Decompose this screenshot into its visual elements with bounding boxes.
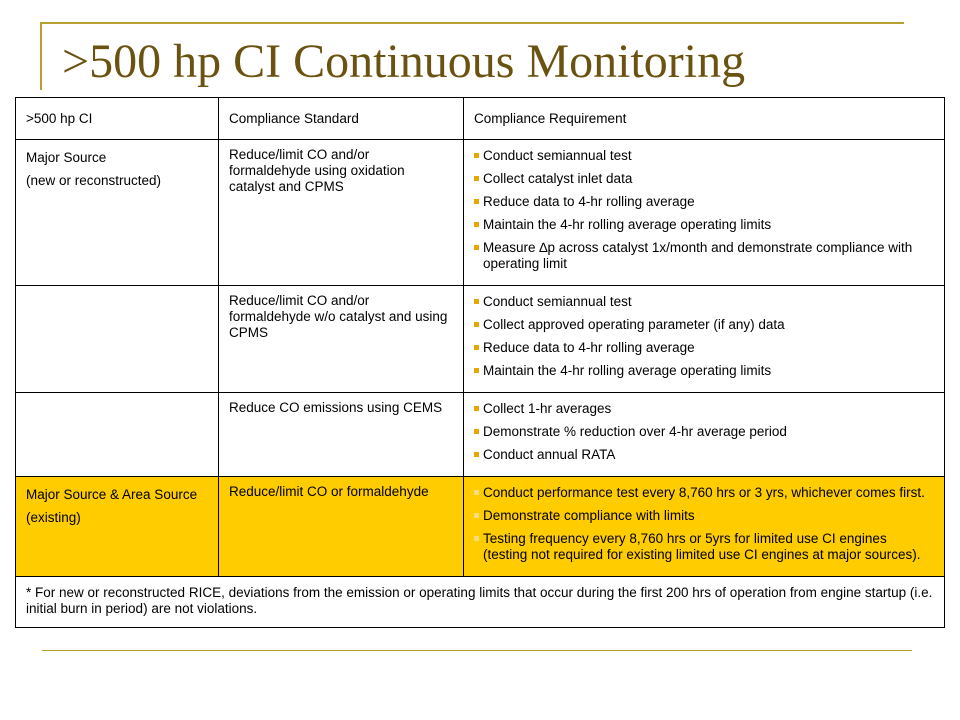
requirement-list bbox=[474, 485, 934, 563]
requirement-cell bbox=[464, 286, 945, 393]
list-item bbox=[474, 240, 934, 272]
standard-cell: Reduce/limit CO and/or formaldehyde w/o catalyst and using CPMS bbox=[219, 286, 464, 393]
list-item bbox=[474, 317, 934, 333]
square-bullet-icon bbox=[474, 153, 479, 158]
requirement-text: Testing frequency every 8,760 hrs or 5yrs for limited use CI engines (testing not required for existing limited use CI engines at major sources). bbox=[483, 531, 921, 562]
requirement-text: Collect approved operating parameter (if any) data bbox=[483, 317, 785, 332]
frame-rule-top bbox=[40, 22, 904, 24]
list-item bbox=[474, 531, 934, 563]
list-item bbox=[474, 294, 934, 310]
source-cell bbox=[16, 393, 219, 477]
column-header-requirement: Compliance Requirement bbox=[464, 98, 945, 140]
square-bullet-icon bbox=[474, 452, 479, 457]
square-bullet-icon bbox=[474, 222, 479, 227]
list-item bbox=[474, 424, 934, 440]
standard-cell: Reduce/limit CO or formaldehyde bbox=[219, 477, 464, 577]
source-cell bbox=[16, 477, 219, 577]
requirement-text: Conduct annual RATA bbox=[483, 447, 616, 462]
square-bullet-icon bbox=[474, 536, 479, 541]
frame-rule-left bbox=[40, 22, 42, 90]
square-bullet-icon bbox=[474, 199, 479, 204]
table-row bbox=[16, 286, 945, 393]
square-bullet-icon bbox=[474, 406, 479, 411]
requirement-cell bbox=[464, 477, 945, 577]
requirement-list bbox=[474, 401, 934, 463]
requirement-cell bbox=[464, 140, 945, 286]
source-cell bbox=[16, 140, 219, 286]
standard-cell: Reduce/limit CO and/or formaldehyde using oxidation catalyst and CPMS bbox=[219, 140, 464, 286]
requirement-list bbox=[474, 148, 934, 272]
requirement-list bbox=[474, 294, 934, 379]
square-bullet-icon bbox=[474, 245, 479, 250]
requirement-text: Conduct performance test every 8,760 hrs or 3 yrs, whichever comes first. bbox=[483, 485, 925, 500]
monitoring-table bbox=[15, 97, 945, 628]
requirement-text: Measure ∆p across catalyst 1x/month and demonstrate compliance with operating limit bbox=[483, 240, 913, 271]
requirement-text: Reduce data to 4-hr rolling average bbox=[483, 340, 695, 355]
list-item bbox=[474, 401, 934, 417]
column-header-engine: >500 hp CI bbox=[16, 98, 219, 140]
requirement-text: Conduct semiannual test bbox=[483, 294, 632, 309]
requirement-text: Collect catalyst inlet data bbox=[483, 171, 633, 186]
requirement-text: Maintain the 4-hr rolling average operating limits bbox=[483, 363, 772, 378]
source-line: (new or reconstructed) bbox=[26, 173, 162, 188]
square-bullet-icon bbox=[474, 429, 479, 434]
square-bullet-icon bbox=[474, 513, 479, 518]
column-header-standard: Compliance Standard bbox=[219, 98, 464, 140]
requirement-text: Conduct semiannual test bbox=[483, 148, 632, 163]
frame-rule-bottom bbox=[42, 650, 912, 651]
requirement-cell bbox=[464, 393, 945, 477]
square-bullet-icon bbox=[474, 176, 479, 181]
requirement-text: Maintain the 4-hr rolling average operating limits bbox=[483, 217, 772, 232]
square-bullet-icon bbox=[474, 345, 479, 350]
requirement-text: Collect 1-hr averages bbox=[483, 401, 612, 416]
page-title: >500 hp CI Continuous Monitoring bbox=[62, 35, 746, 88]
standard-cell: Reduce CO emissions using CEMS bbox=[219, 393, 464, 477]
list-item bbox=[474, 363, 934, 379]
list-item bbox=[474, 148, 934, 164]
requirement-text: Reduce data to 4-hr rolling average bbox=[483, 194, 695, 209]
table-row-highlighted bbox=[16, 477, 945, 577]
list-item bbox=[474, 171, 934, 187]
table-row bbox=[16, 140, 945, 286]
requirement-text: Demonstrate % reduction over 4-hr average period bbox=[483, 424, 787, 439]
list-item bbox=[474, 447, 934, 463]
source-line: (existing) bbox=[26, 510, 81, 525]
list-item bbox=[474, 217, 934, 233]
list-item bbox=[474, 340, 934, 356]
table-header-row bbox=[16, 98, 945, 140]
source-line: Major Source bbox=[26, 150, 107, 165]
source-line: Major Source & Area Source bbox=[26, 487, 198, 502]
footnote-row bbox=[16, 577, 945, 628]
table-row bbox=[16, 393, 945, 477]
list-item bbox=[474, 485, 934, 501]
requirement-text: Demonstrate compliance with limits bbox=[483, 508, 695, 523]
list-item bbox=[474, 508, 934, 524]
source-cell bbox=[16, 286, 219, 393]
footnote: * For new or reconstructed RICE, deviations from the emission or operating limits that occur during the first 200 hrs of operation from engine startup (i.e. initial burn in period) are not violations. bbox=[16, 577, 945, 628]
square-bullet-icon bbox=[474, 368, 479, 373]
square-bullet-icon bbox=[474, 490, 479, 495]
square-bullet-icon bbox=[474, 322, 479, 327]
list-item bbox=[474, 194, 934, 210]
square-bullet-icon bbox=[474, 299, 479, 304]
